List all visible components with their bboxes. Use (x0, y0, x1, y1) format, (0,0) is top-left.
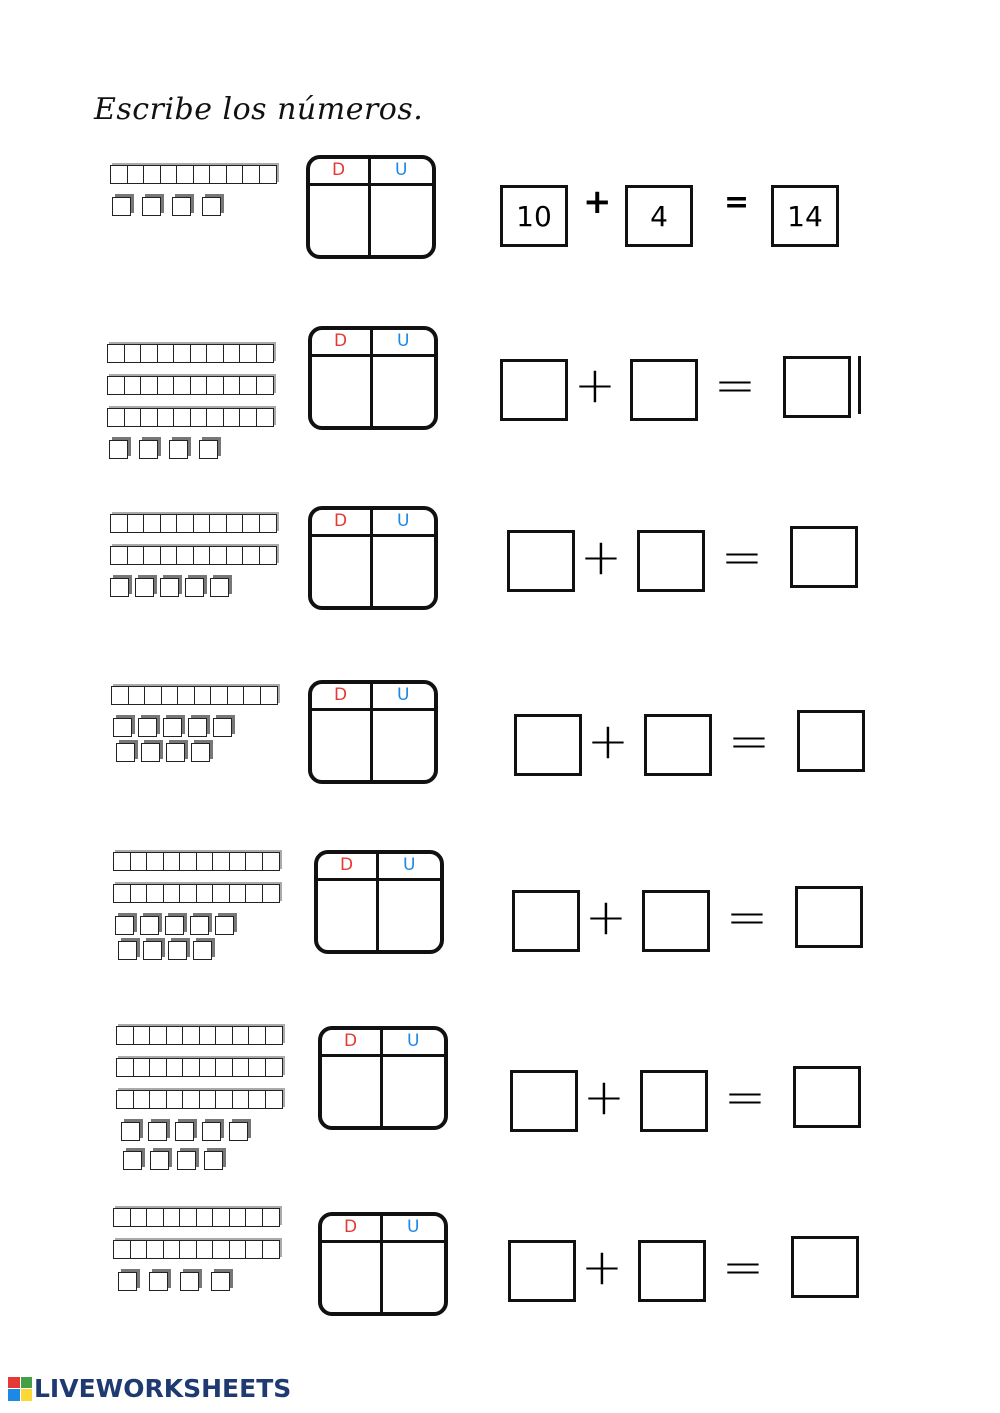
tens-answer-box[interactable] (510, 1070, 578, 1132)
units-label: U (397, 331, 410, 351)
ten-rod (111, 686, 276, 706)
units-answer-box[interactable] (638, 1240, 706, 1302)
tens-units-table[interactable] (308, 326, 438, 430)
ten-rod (116, 1058, 281, 1078)
tens-units-table[interactable] (318, 1212, 448, 1316)
ten-rod (116, 1090, 281, 1110)
tens-answer-box[interactable]: 10 (500, 185, 568, 247)
page-title: Escribe los números. (94, 92, 424, 127)
units-answer-box[interactable] (637, 530, 705, 592)
unit-cubes (109, 440, 272, 459)
equals-sign: = (724, 185, 750, 220)
ten-rod (113, 884, 278, 904)
ten-rod (107, 344, 272, 364)
tens-label: D (334, 511, 348, 531)
base-ten-blocks (116, 1026, 281, 1180)
base-ten-blocks (110, 165, 275, 226)
tens-label: D (344, 1031, 358, 1051)
base-ten-blocks (113, 1208, 278, 1301)
plus-sign: + (583, 182, 612, 222)
ten-rod (113, 852, 278, 872)
unit-cubes (112, 197, 275, 216)
units-label: U (397, 511, 410, 531)
equals-sign: = (724, 1068, 766, 1126)
total-answer-box[interactable] (793, 1066, 861, 1128)
units-label: U (395, 160, 408, 180)
equals-sign: = (726, 888, 768, 946)
unit-cubes (121, 1122, 281, 1141)
tens-label: D (334, 685, 348, 705)
equals-sign: = (714, 356, 756, 414)
unit-cubes (116, 743, 276, 762)
ten-rod (113, 1240, 278, 1260)
units-answer-box[interactable] (640, 1070, 708, 1132)
total-answer-box[interactable] (790, 526, 858, 588)
units-label: U (407, 1217, 420, 1237)
plus-sign: + (587, 712, 629, 770)
units-label: U (407, 1031, 420, 1051)
units-answer-box[interactable] (642, 890, 710, 952)
total-answer-box[interactable] (791, 1236, 859, 1298)
units-label: U (403, 855, 416, 875)
base-ten-blocks (107, 344, 272, 469)
tens-answer-box[interactable] (507, 530, 575, 592)
plus-sign: + (585, 888, 627, 946)
units-answer-box[interactable] (644, 714, 712, 776)
tens-units-table[interactable] (308, 680, 438, 784)
ten-rod (107, 376, 272, 396)
total-answer-box[interactable]: 14 (771, 185, 839, 247)
unit-cubes (110, 578, 275, 597)
liveworksheets-logo-icon (8, 1377, 32, 1401)
tens-units-table[interactable] (308, 506, 438, 610)
ten-rod (107, 408, 272, 428)
tens-answer-box[interactable] (514, 714, 582, 776)
plus-sign: + (583, 1068, 625, 1126)
base-ten-blocks (110, 514, 275, 607)
tens-label: D (340, 855, 354, 875)
total-answer-box[interactable] (795, 886, 863, 948)
tens-units-table[interactable] (306, 155, 436, 259)
units-answer-box[interactable] (630, 359, 698, 421)
plus-sign: + (574, 356, 616, 414)
footer-brand[interactable] (8, 1374, 291, 1403)
ten-rod (116, 1026, 281, 1046)
tens-units-table[interactable] (314, 850, 444, 954)
tens-answer-box[interactable] (512, 890, 580, 952)
unit-cubes (113, 718, 276, 737)
tens-label: D (344, 1217, 358, 1237)
unit-cubes (115, 916, 278, 935)
base-ten-blocks (113, 852, 278, 970)
equals-sign: = (728, 712, 770, 770)
total-answer-box[interactable] (797, 710, 865, 772)
ten-rod (110, 165, 275, 185)
plus-sign: + (580, 528, 622, 586)
ten-rod (110, 546, 275, 566)
ten-rod (110, 514, 275, 534)
equals-sign: = (721, 528, 763, 586)
brand-name: LIVEWORKSHEETS (34, 1374, 292, 1403)
plus-sign: + (581, 1238, 623, 1296)
tens-label: D (334, 331, 348, 351)
stray-line (858, 356, 861, 414)
tens-answer-box[interactable] (508, 1240, 576, 1302)
tens-units-table[interactable] (318, 1026, 448, 1130)
unit-cubes (123, 1151, 281, 1170)
units-label: U (397, 685, 410, 705)
base-ten-blocks (111, 686, 276, 772)
unit-cubes (118, 1272, 278, 1291)
tens-label: D (332, 160, 346, 180)
units-answer-box[interactable]: 4 (625, 185, 693, 247)
ten-rod (113, 1208, 278, 1228)
tens-answer-box[interactable] (500, 359, 568, 421)
equals-sign: = (722, 1238, 764, 1296)
unit-cubes (118, 941, 278, 960)
total-answer-box[interactable] (783, 356, 851, 418)
